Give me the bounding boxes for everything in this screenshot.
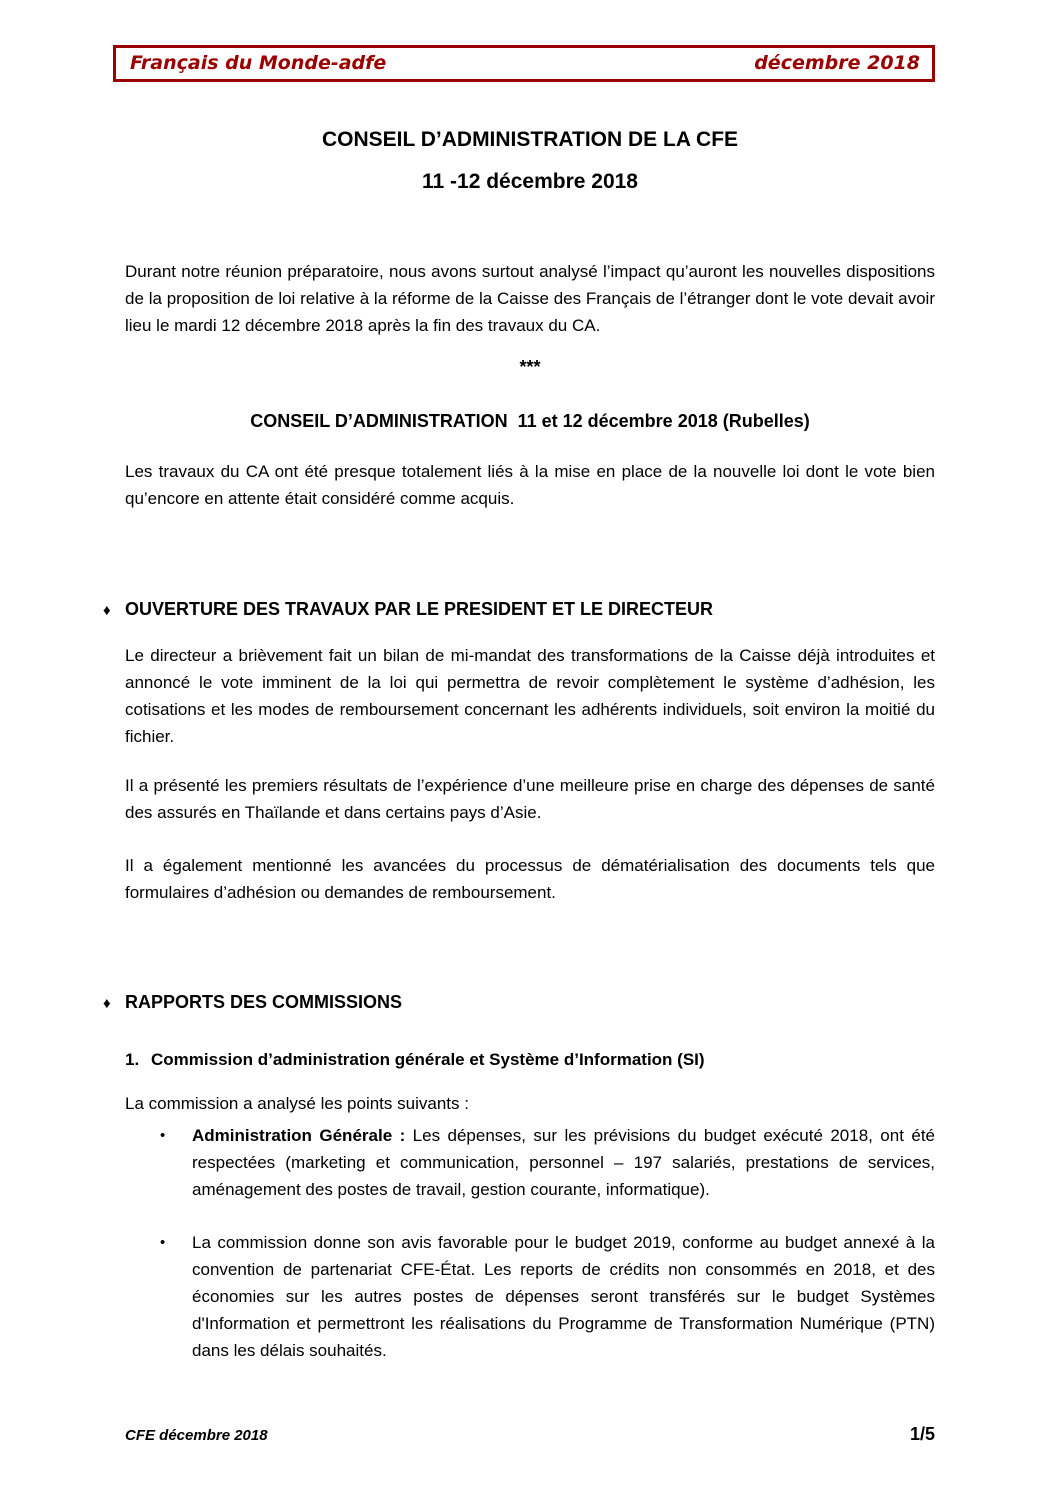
footer-page-number: 1/5 [909, 1424, 935, 1444]
document-title: CONSEIL D’ADMINISTRATION DE LA CFE [321, 128, 739, 151]
paragraph: Il a présenté les premiers résultats de l’expérience d’une meilleure prise en charge des dépenses de santé des assurés en Thaïlande et dans certains pays d’Asie. [125, 776, 935, 822]
bullet-text: La commission donne son avis favorable pour le budget 2019, conforme au budget annexé à la convention de partenariat CFE-État. Les reports de crédits non consommés en 2018, et des économies sur les autres postes de dépenses seront transférés sur le budget Systèmes d'Information et permettront les réalisations du Programme de Transformation Numérique (PTN) dans les délais souhaités. [192, 1233, 935, 1360]
diamond-bullet-icon: ♦ [103, 602, 111, 619]
section-heading-ouverture [103, 596, 935, 624]
bullet-text: Administration Générale : Les dépenses, sur les prévisions du budget exécuté 2018, ont été respectées (marketing et communication, personnel – 197 salariés, prestations de services, aménagement des postes de travail, gestion courante, informatique). [192, 1126, 935, 1199]
header-date: décembre 2018 [754, 51, 920, 74]
subsection-heading [125, 1046, 935, 1073]
section-title: OUVERTURE DES TRAVAUX PAR LE PRESIDENT ET LE DIRECTEUR [125, 599, 714, 619]
header-org-name: Français du Monde-adfe [130, 51, 387, 74]
diamond-bullet-icon: ♦ [103, 995, 111, 1012]
subsection-title: Commission d’administration générale et Système d’Information (SI) [151, 1050, 705, 1069]
lead-paragraph: La commission a analysé les points suivants : [125, 1094, 469, 1113]
paragraph: Il a également mentionné les avancées du processus de dématérialisation des documents tels que formulaires d’adhésion ou demandes de remboursement. [125, 856, 935, 902]
intro-paragraph: Durant notre réunion préparatoire, nous avons surtout analysé l’impact qu’auront les nouvelles dispositions de la proposition de loi relative à la réforme de la Caisse des Français de l’étranger dont le vote devait avoir lieu le mardi 12 décembre 2018 après la fin des travaux du CA. [125, 262, 935, 335]
footer-doc-label: CFE décembre 2018 [125, 1427, 268, 1444]
bullet-icon: • [160, 1127, 166, 1144]
list-item [160, 1122, 935, 1203]
newsletter-header [113, 45, 935, 82]
paragraph: Le directeur a brièvement fait un bilan de mi-mandat des transformations de la Caisse déjà introduites et annoncé le vote imminent de la loi qui permettra de revoir complètement le système d’adhésion, les cotisations et les modes de remboursement concernant les adhérents individuels, soit environ la moitié du fichier. [125, 646, 935, 746]
page-content [0, 45, 1058, 1364]
bullet-icon: • [160, 1234, 166, 1251]
section-heading-rapports [103, 989, 935, 1017]
page-footer [125, 1424, 935, 1445]
section-title: RAPPORTS DES COMMISSIONS [125, 992, 403, 1012]
meeting-heading: CONSEIL D’ADMINISTRATION 11 et 12 décembre 2018 (Rubelles) [250, 411, 810, 431]
separator-asterisks: *** [519, 357, 541, 377]
meeting-paragraph: Les travaux du CA ont été presque totalement liés à la mise en place de la nouvelle loi dont le vote bien qu’encore en attente était considéré comme acquis. [125, 462, 935, 508]
document-subtitle: 11 -12 décembre 2018 [422, 170, 638, 193]
list-item [160, 1229, 935, 1364]
subsection-number: 1. [125, 1050, 140, 1069]
bullet-lead: Administration Générale : [192, 1126, 406, 1145]
